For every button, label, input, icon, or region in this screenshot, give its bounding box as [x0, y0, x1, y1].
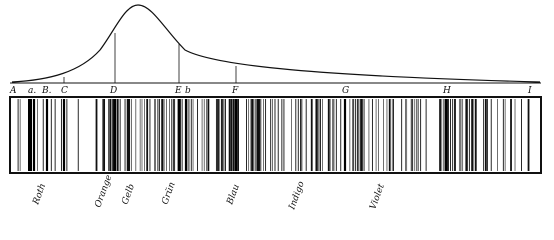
label-B: B. [42, 86, 52, 96]
label-H: H [443, 86, 451, 96]
color-name-violet: Violet [368, 182, 387, 212]
label-C: C [61, 86, 68, 96]
label-G: G [342, 86, 350, 96]
color-name-gelb: Gelb [120, 182, 138, 207]
color-name-gruen: Grün [160, 180, 178, 207]
label-E: E [175, 86, 182, 96]
spectrum-frame [10, 97, 541, 173]
color-name-indigo: Indigo [287, 180, 307, 212]
label-A: A [10, 86, 17, 96]
color-name-orange: Orange [93, 173, 115, 210]
color-names [31, 174, 387, 212]
label-F: F [232, 86, 239, 96]
color-name-roth: Roth [31, 182, 49, 207]
line-labels [9, 86, 532, 96]
color-name-blau: Blau [225, 183, 242, 207]
label-I: I [528, 86, 532, 96]
label-D: D [110, 86, 118, 96]
intensity-curve [12, 5, 540, 82]
label-b: b [185, 86, 191, 96]
label-a: a. [28, 86, 37, 96]
